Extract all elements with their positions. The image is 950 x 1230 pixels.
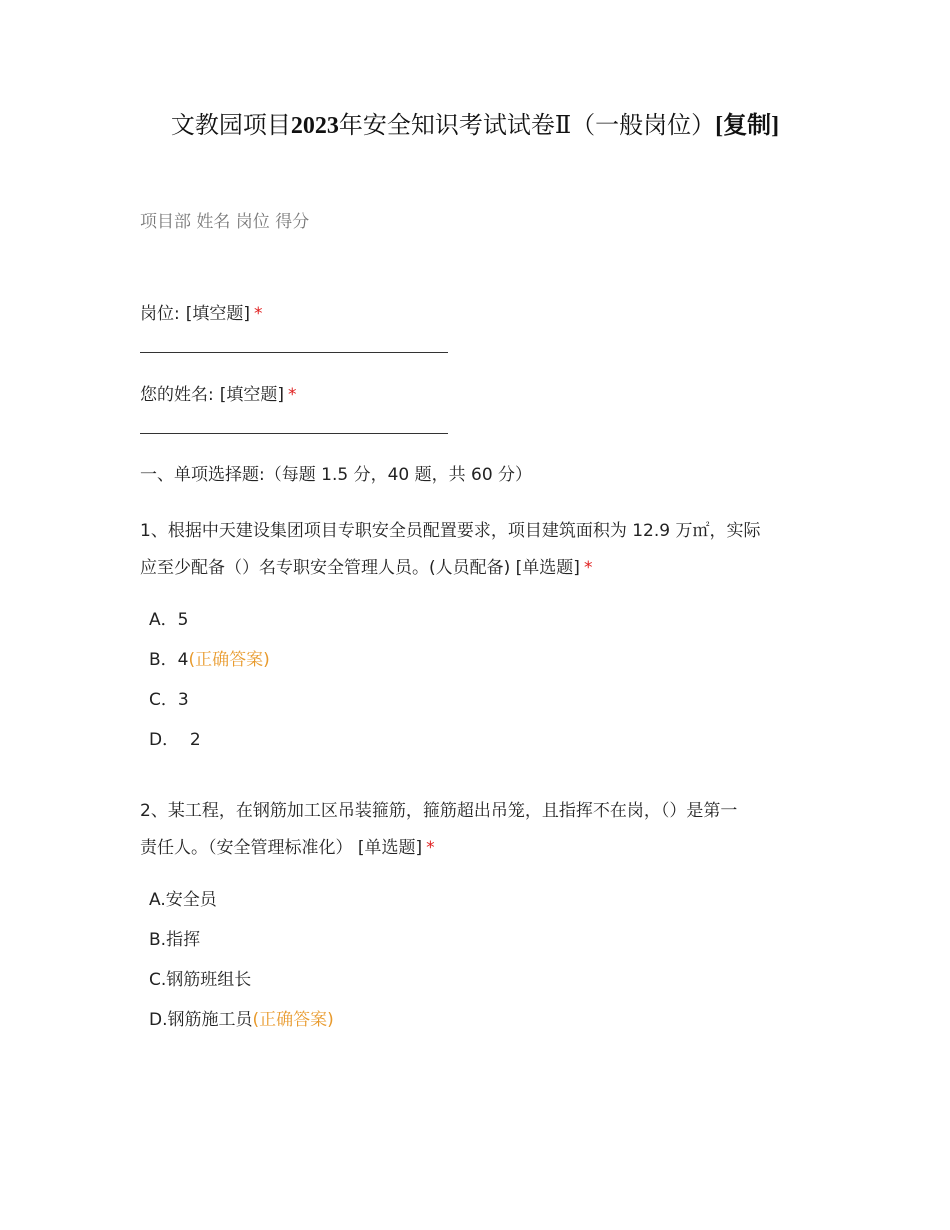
field-type: [填空题] <box>219 385 284 405</box>
question-2 <box>140 793 810 867</box>
required-mark: * <box>426 838 435 858</box>
field-label-text: 您的姓名: <box>140 385 214 405</box>
field-position-label <box>140 299 263 324</box>
q1-option-a[interactable]: A．5 <box>149 610 189 630</box>
q2-option-b[interactable]: B.指挥 <box>149 930 201 950</box>
question-text-line: 2、某工程，在钢筋加工区吊装箍筋，箍筋超出吊笼，且指挥不在岗，（）是第一 <box>140 801 738 821</box>
field-name-label <box>140 380 297 405</box>
required-mark: * <box>583 558 593 578</box>
correct-answer-label: (正确答案) <box>188 650 270 670</box>
q2-option-a[interactable]: A.安全员 <box>149 890 217 910</box>
q2-option-d[interactable]: D.钢筋施工员(正确答案) <box>149 1010 334 1030</box>
q1-option-d[interactable]: D． 2 <box>149 730 201 750</box>
question-text-line: 1、根据中天建设集团项目专职安全员配置要求，项目建筑面积为 12.9 万㎡，实际 <box>140 521 761 541</box>
section-heading: 一、单项选择题:（每题 1.5 分，40 题，共 60 分） <box>140 465 533 485</box>
page-title <box>0 108 950 144</box>
title-tag: [复制] <box>715 113 780 139</box>
q1-option-b[interactable]: B．4(正确答案) <box>149 650 270 670</box>
title-prefix: 文教园项目 <box>170 113 291 139</box>
field-label-text: 岗位: <box>140 304 180 324</box>
question-text-line: 应至少配备（）名专职安全管理人员。(人员配备) [单选题] * <box>140 558 593 578</box>
question-text-line: 责任人。（安全管理标准化） [单选题] * <box>140 838 435 858</box>
required-mark: * <box>288 385 297 405</box>
name-answer-line[interactable] <box>140 433 448 434</box>
meta-line: 项目部 姓名 岗位 得分 <box>140 212 310 232</box>
q2-option-c[interactable]: C.钢筋班组长 <box>149 970 252 990</box>
required-mark: * <box>254 304 263 324</box>
title-suffix: 年安全知识考试试卷Ⅱ（一般岗位） <box>338 113 716 139</box>
q1-option-c[interactable]: C．3 <box>149 690 189 710</box>
question-1 <box>140 513 810 587</box>
correct-answer-label: (正确答案) <box>252 1010 334 1030</box>
field-type: [填空题] <box>185 304 250 324</box>
title-year: 2023 <box>290 113 339 139</box>
position-answer-line[interactable] <box>140 352 448 353</box>
